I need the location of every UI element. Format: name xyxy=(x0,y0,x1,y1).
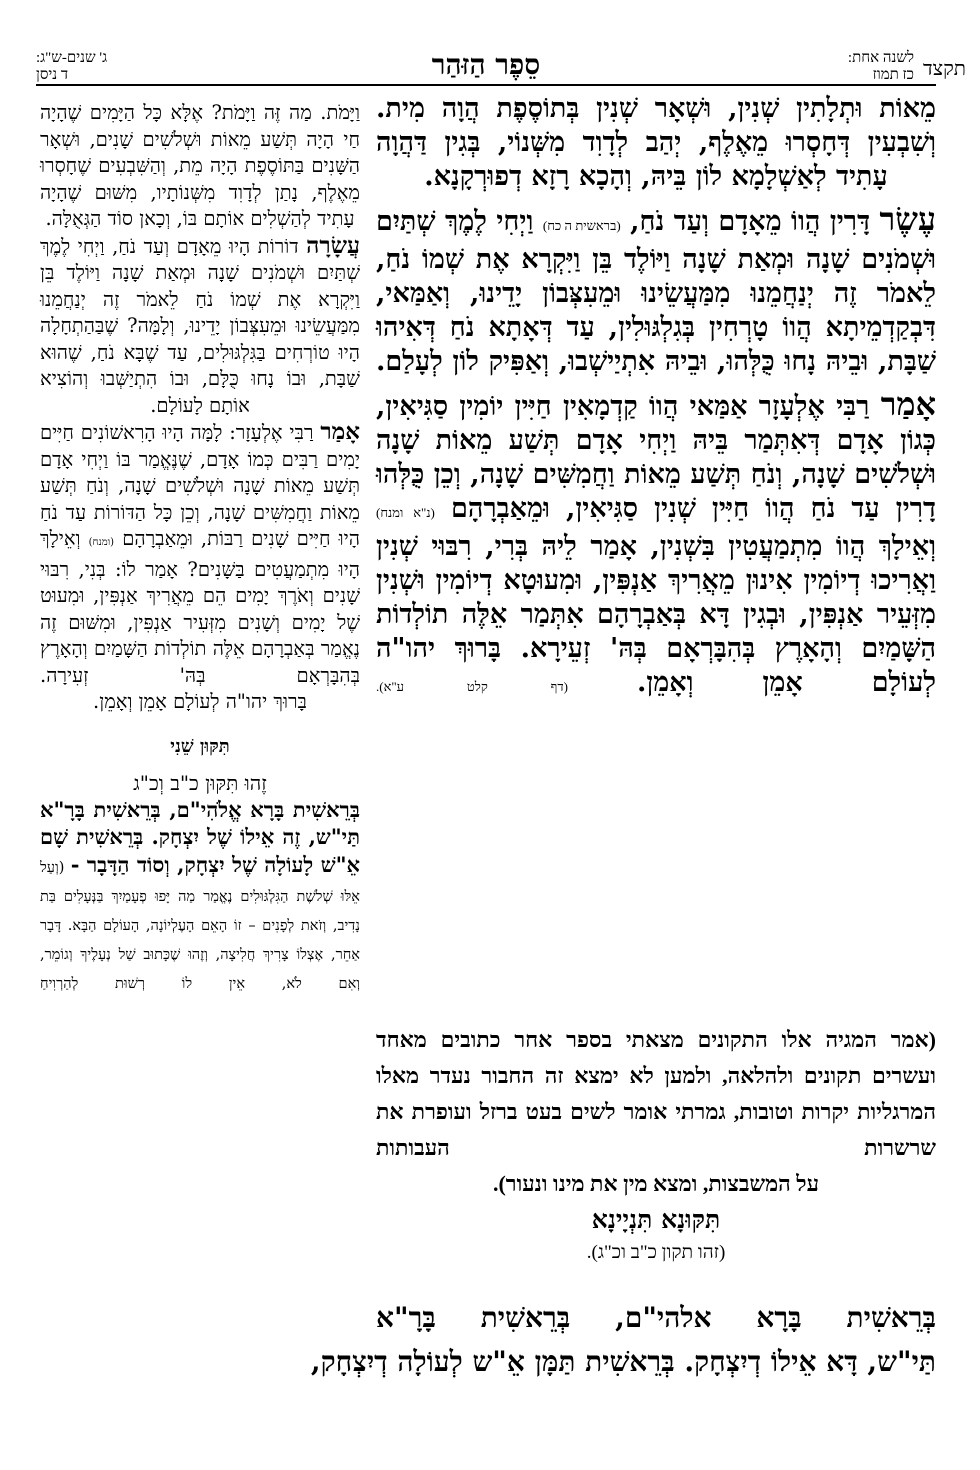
editor-note-text: (אמר המגיה אלו התקונים מצאתי בספר אחר כתובים מאחד ועשרים תקונים ולהלאה, ולמען לא ימצא זה החבור נעדר מאלו המרגליות יקרות וטובות, גמרתי אומר לשים בעט ברזל ועופרת את שרשרות העבותות xyxy=(376,1027,936,1160)
main-text: רַבִּי אֶלְעָזָר אַמַּאי הֲווֹ קַדְמָאִין חַיִּין יוֹמִין סַגִּיאִין, כְּגוֹן אָדָם דְּאִתְּמַר בֵּיהּ וַיְחִי אָדָם תְּשַׁע מֵאוֹת שָׁנָה וּשְׁלֹשִׁים שָׁנָה, וְנֹחַ תְּשַׁע מֵאוֹת וַחֲמִשִּׁים שָׁנָה, וְכֵן כֻּלְּהוּ דָרִין עַד נֹחַ הֲווֹ חַיִּין שְׁנִין סַגִּיאִין, וּמֵאַבְרָהָם xyxy=(376,391,936,524)
side-text: וְאֵילָךְ הָיוּ מִתְמַעֲטִים בַּשָּׁנִים? אָמַר לוֹ: בְּנִי, רִבּוּי שָׁנִים וְאֹרֶךְ יָמִים הֵם מֵאֲרִיךְ אַנְפִּין, וּמִעוּט שֶׁל יָמִים וְשָׁנִים מִזְּעִיר אַנְפִּין, וּמִשּׁוּם זֶה נֶאֱמַר בְּאַבְרָהָם אֵלֶּה תוֹלְדוֹת הַשָּׁמַיִם וְהָאָרֶץ בְּהִבָּרְאָם בְּהּ' זְעִירָה. xyxy=(40,527,360,687)
main-text: וַיְחִי לֶמֶךְ שְׁתַּיִם וּשְׁמֹנִים שָׁנָה וּמְאַת שָׁנָה וַיּוֹלֶד בֵּן וַיִּקְרָא אֶת שְׁמוֹ נֹחַ, לֵאמֹר זֶה יְנַחֲמֵנוּ מִמַּעֲשֵׂינוּ וּמֵעִצְּבוֹן יָדֵינוּ, וְאַמַּאי, דִּבְקַדְמֵיתָא הֲווֹ טָרְחִין בְּגִלְגּוּלִין, עַד דְּאָתָא נֹחַ דְּאִיהוּ שַׁבָּת, וּבֵיהּ נָחוּ כֻּלְּהוּ, וּבֵיהּ אִתְיַישְׁבוּ, וְאַפִּיק לוֹן לְעָלַם. xyxy=(376,206,936,377)
main-paragraph-1: מֵאוֹת וּתְלָתִין שְׁנִין, וּשְׁאָר שְׁנִין בְּתוֹסֶפֶת הֲוָה מִית. וְשִׁבְעִין דְּחָסְרוּ מֵאֶלֶף, יְהַב לְדָוִד מִשְּׁנוֹי, בְּגִין דַּהֲוָה עָתִיד לְאַשְׁלָמָא לוֹן בֵּיהּ, וְהָכָא רָזָא דְפוּרְקָנָא. xyxy=(376,93,936,192)
page-number: תקצד xyxy=(923,56,966,80)
main-paragraph-2 xyxy=(376,202,936,379)
editor-note xyxy=(376,1022,936,1268)
book-title: סֵפֶר הַזּהַר xyxy=(431,48,541,81)
main-tail-line-1: בְּרֵאשִׁית בָּרָא אלהי"ם, בְּרֵאשִׁית בָּרָ"א xyxy=(376,1301,936,1334)
aramaic-main-column xyxy=(376,92,936,712)
side-text: דוֹרוֹת הָיוּ מֵאָדָם וְעַד נֹחַ, וַיְחִי לֶמֶךְ שְׁתַּיִם וּשְׁמֹנִים שָׁנָה וּמְאַת שָׁנָה וַיּוֹלֶד בֵּן וַיִּקְרָא אֶת שְׁמוֹ נֹחַ לֵאמֹר זֶה יְנַחֲמֵנוּ מִמַּעֲשֵׂינוּ וּמֵעִצְּבוֹן יָדֵינוּ, וְלָמָּה? שֶׁבַּהַתְחָלָה הָיוּ טוֹרְחִים בַּגִּלְגּוּלִים, עַד שֶׁבָּא נֹחַ, שֶׁהוּא שַׁבָּת, וּבוֹ נָחוּ כֻּלָּם, וּבוֹ הִתְיַשְּׁבוּ וְהוֹצִיא אוֹתָם לָעוֹלָם. xyxy=(40,234,360,417)
side-paragraph-4 xyxy=(40,797,360,998)
side-section-subheading: זֶהוּ תִּקּוּן כ"ב וְכ"ג xyxy=(133,771,267,795)
section-subheading: (זהו תקון כ"ב וכ"ג). xyxy=(586,1242,726,1263)
main-paragraph-3 xyxy=(376,387,936,704)
side-paragraph-3 xyxy=(40,419,360,689)
one-year-label: לשנה אחת: xyxy=(847,50,914,66)
opening-word: עֶשֶׂר xyxy=(879,200,937,238)
main-tail-line-2: תַּי"ש, דָּא אֵילוֹ דְיִצְחָק. בְּרֵאשִׁית תַּמָּן אֵ"ש לְעוֹלָה דְיִצְחָק, xyxy=(310,1345,936,1378)
page-reference: (דף קלט ע"א). xyxy=(376,679,568,694)
side-paragraph-1: וַיָּמֹת. מַה זֶּה וַיָּמֹת? אֶלָּא כָּל הַיָּמִים שֶׁהָיָה חַי הָיָה תְּשַׁע מֵאוֹת וּשְׁלֹשִׁים שָׁנִים, וּשְׁאָר הַשָּׁנִים בַּתּוֹסֶפֶת הָיָה מֵת, וְהַשִּׁבְעִים שֶׁחָסְרוּ מֵאֶלֶף, נָתַן לְדָוִד מִשְּׁנוֹתָיו, מִשּׁוּם שֶׁהָיָה עָתִיד לְהַשְׁלִים אוֹתָם בּוֹ, וְכָאן סוֹד הַגְּאֻלָּה. xyxy=(40,101,360,230)
three-year-label: ג' שנים-ש"ג: xyxy=(36,50,108,66)
one-year-date: כז תמוז xyxy=(872,67,914,83)
opening-word: אָמַר xyxy=(880,385,936,423)
opening-word: עֲשָׂרָה xyxy=(306,231,360,259)
three-year-date: ד ניסן xyxy=(36,67,69,83)
section-heading: תִּקּוּנָא תִּנְיָינָא xyxy=(591,1205,721,1234)
opening-word: אָמַר xyxy=(320,418,361,445)
side-paragraph-2 xyxy=(40,233,360,420)
editor-note-end: על המשבצות, ומצא מין את מינו ונעור). xyxy=(492,1171,820,1196)
side-text: רַבִּי אֶלְעָזָר: לָמָּה הָיוּ הָרִאשׁוֹנִים חַיִּים יָמִים רַבִּים כְּמוֹ אָדָם, שֶׁנֶּאֱמַר בּוֹ וַיְחִי אָדָם תְּשַׁע מֵאוֹת שָׁנָה וּשְׁלֹשִׁים שָׁנָה, וְנֹחַ תְּשַׁע מֵאוֹת וַחֲמִשִּׁים שָׁנָה, וְכֵן כָּל הַדּוֹרוֹת עַד נֹחַ הָיוּ חַיִּים שָׁנִים רַבּוֹת, וּמֵאַבְרָהָם xyxy=(40,421,360,550)
variant-reading: (נ"א ומנח) xyxy=(376,505,435,520)
main-text: דָּרִין הֲווֹ מֵאָדָם וְעַד נֹחַ, xyxy=(630,206,871,237)
variant-reading: (ומנח) xyxy=(88,537,115,548)
side-text: בְּרֵאשִׁית בָּרָא אֱלֹהִי"ם, בְּרֵאשִׁית בָּרָ"א תַּי"ש, זֶה אֵילוֹ שֶׁל יִצְחָק. בְּרֵאשִׁית שָׁם אֵ"שׁ לָעוֹלָה שֶׁל יִצְחָק, וְסוֹד הַדָּבָר - xyxy=(40,796,360,877)
side-fine-note: (וְעַל אֵלּוּ שְׁלֹשֶׁת הַגִּלְגּוּלִים נֶאֱמַר מַה יָּפוּ פְעָמַיִךְ בַּנְּעָלִים בַּת נָדִיב, וְזֹאת לְפָנִים – זוֹ הָאֵם הָעֶלְיוֹנָה, הָעוֹלָם הַבָּא. דָּבָר אַחֵר, אֶצְלוֹ צָרִיךְ חֲלִיצָה, וְזֶהוּ שֶׁכָּתוּב שַׁל נְעָלֶיךָ וְגוֹמֵר, וְאִם לֹא, אֵין לוֹ רְשׁוּת לְהַרְוִיחַ xyxy=(40,859,360,992)
scripture-reference: (בראשית ה כח) xyxy=(542,218,621,233)
side-blessing: בָּרוּךְ יהו"ה לְעוֹלָם אָמֵן וְאָמֵן. xyxy=(93,690,307,713)
hebrew-translation-column xyxy=(40,100,360,998)
side-section-heading: תִּקּוּן שֵׁנִי xyxy=(170,735,230,757)
page-header xyxy=(36,48,966,86)
main-text: וְאֵילָךְ הֲווֹ מִתְמַעֲטִין בִּשְׁנִין, אָמַר לֵיהּ בְּרִי, רִבּוּי שְׁנִין וַאֲרִיכוּ דְיוֹמִין אִינוּן מֵאֲרִיךְ אַנְפִּין, וּמִעוּטָא דְיוֹמִין וּשְׁנִין מִזְּעֵיר אַנְפִּין, וּבְגִין דָּא בְּאַבְרָהָם אִתְּמַר אֵלֶּה תוֹלְדוֹת הַשָּׁמַיִם וְהָאָרֶץ בְּהִבָּרְאָם בְּהּ' זְעֵירָא. בָּרוּךְ יהו"ה לְעוֹלָם אָמֵן וְאָמֵן. xyxy=(376,531,936,698)
three-year-schedule xyxy=(36,50,107,84)
